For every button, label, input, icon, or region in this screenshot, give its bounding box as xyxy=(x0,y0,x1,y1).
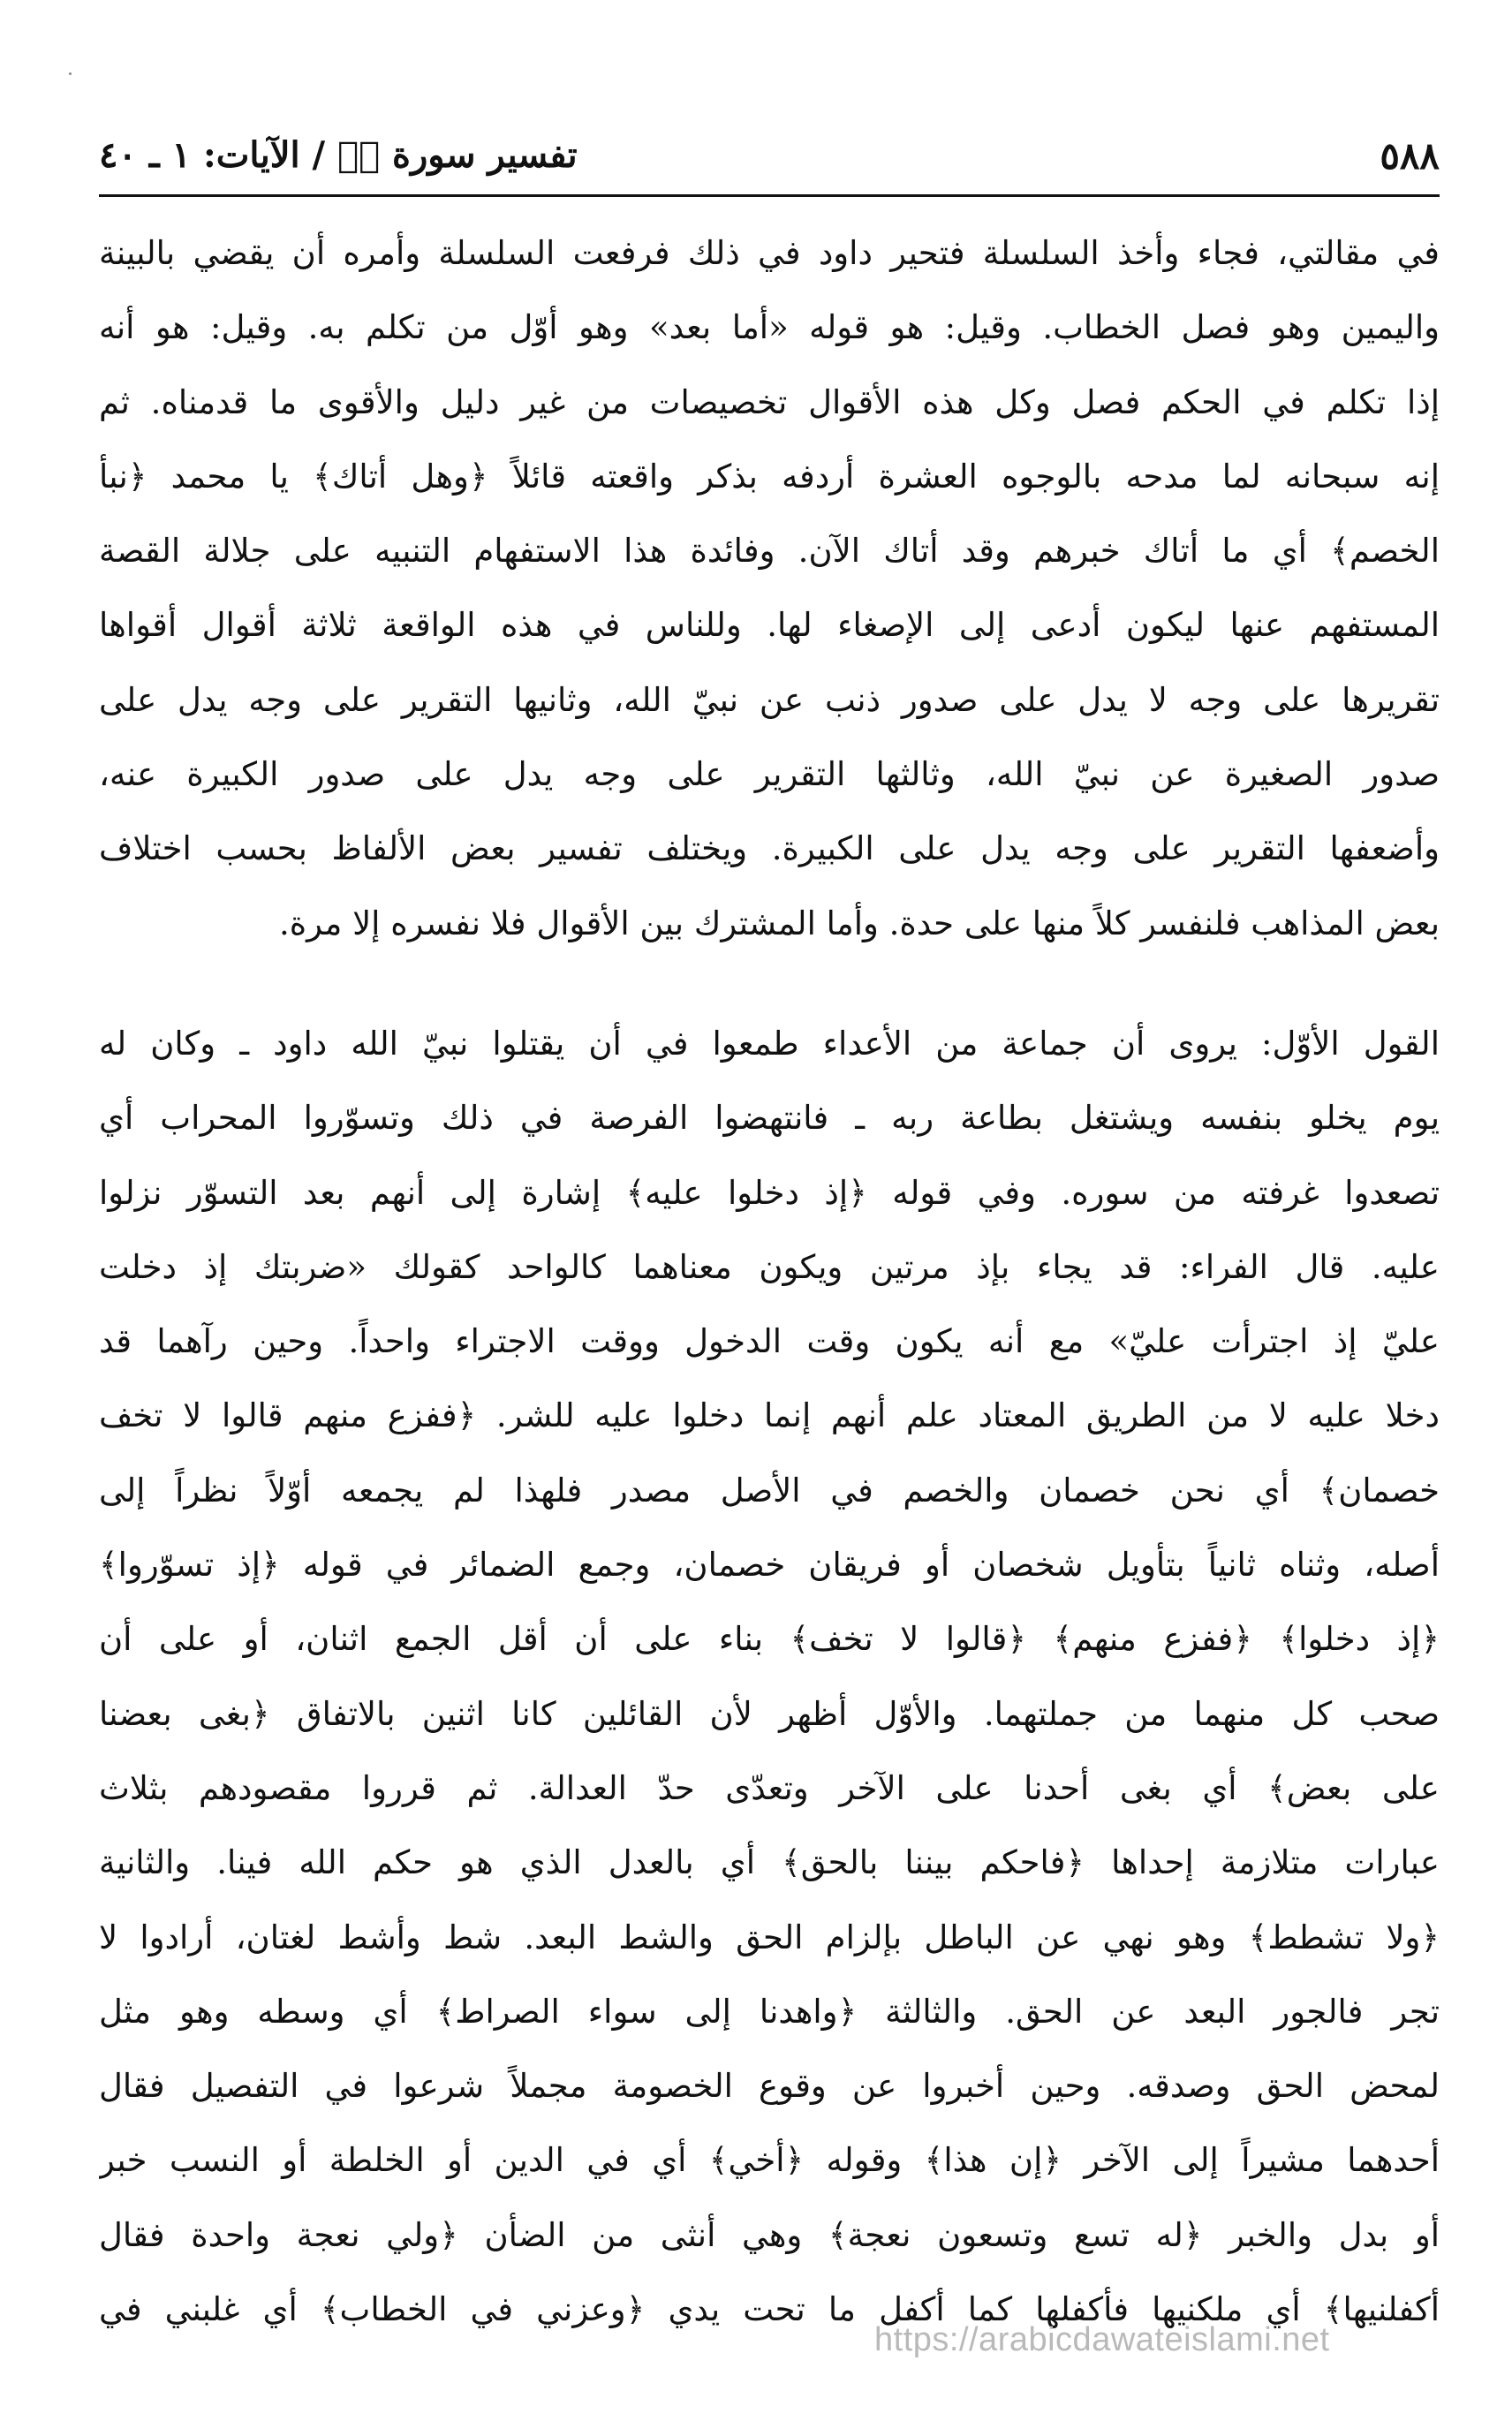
text-line: دخلا عليه لا من الطريق المعتاد علم أنهم إنما دخلوا عليه للشر. ﴿ففزع منهم قالوا لا تخف xyxy=(99,1396,1440,1435)
text-line: على بعض﴾ أي بغى أحدنا على الآخر وتعدّى حدّ العدالة. ثم قرروا مقصودهم بثلاث xyxy=(99,1768,1440,1807)
margin-dot xyxy=(69,72,72,75)
text-line: أصله، وثناه ثانياً بتأويل شخصان أو فريقان خصمان، وجمع الضمائر في قوله ﴿إذ تسوّروا﴾ xyxy=(99,1546,1440,1585)
text-line: أكفلنيها﴾ أي ملكنيها فأكفلها كما أكفل ما تحت يدي ﴿وعزني في الخطاب﴾ أي غلبني في xyxy=(99,2290,1440,2329)
watermark-url: https://arabicdawateislami.net xyxy=(874,2321,1330,2358)
text-line: بعض المذاهب فلنفسر كلاً منها على حدة. وأما المشترك بين الأقوال فلا نفسره إلا مرة. xyxy=(278,904,1440,942)
running-title: تفسير سورة صۤ / الآيات: ١ ـ ٤٠ xyxy=(99,134,578,176)
text-line: الخصم﴾ أي ما أتاك خبرهم وقد أتاك الآن. وفائدة هذا الاستفهام التنبيه على جلالة القصة xyxy=(99,532,1440,571)
text-line: تجر فالجور البعد عن الحق. والثالثة ﴿واهدنا إلى سواء الصراط﴾ أي وسطه وهو مثل xyxy=(99,1992,1440,2031)
text-line: عليّ إذ اجترأت عليّ» مع أنه يكون وقت الدخول ووقت الاجتراء واحداً. وحين رآهما قد xyxy=(99,1322,1440,1361)
text-line: خصمان﴾ أي نحن خصمان والخصم في الأصل مصدر فلهذا لم يجمعه أوّلاً نظراً إلى xyxy=(99,1471,1440,1510)
text-line: لمحض الحق وصدقه. وحين أخبروا عن وقوع الخصومة مجملاً شرعوا في التفصيل فقال xyxy=(99,2067,1440,2106)
text-line: صحب كل منهما من جملتهما. والأوّل أظهر لأن القائلين كانا اثنين بالاتفاق ﴿بغى بعضنا xyxy=(99,1694,1440,1733)
paragraph-2 xyxy=(99,1007,1440,2347)
text-line: إنه سبحانه لما مدحه بالوجوه العشرة أردفه بذكر واقعته قائلاً ﴿وهل أتاك﴾ يا محمد ﴿نبأ xyxy=(99,457,1440,496)
text-line: أحدهما مشيراً إلى الآخر ﴿إن هذا﴾ وقوله ﴿أخي﴾ أي في الدين أو الخلطة أو النسب خبر xyxy=(99,2141,1440,2180)
text-line: صدور الصغيرة عن نبيّ الله، وثالثها التقرير على وجه يدل على صدور الكبيرة عنه، xyxy=(99,755,1440,794)
text-line: وأضعفها التقرير على وجه يدل على الكبيرة. ويختلف تفسير بعض الألفاظ بحسب اختلاف xyxy=(99,829,1440,868)
body-text xyxy=(99,216,1440,2347)
text-line: المستفهم عنها ليكون أدعى إلى الإصغاء لها. وللناس في هذه الواقعة ثلاثة أقوال أقواها xyxy=(99,606,1440,645)
text-line: عليه. قال الفراء: قد يجاء بإذ مرتين ويكون معناهما كالواحد كقولك «ضربتك إذ دخلت xyxy=(99,1247,1440,1286)
text-line: عبارات متلازمة إحداها ﴿فاحكم بيننا بالحق﴾ أي بالعدل الذي هو حكم الله فينا. والثانية xyxy=(99,1843,1440,1882)
paragraph-1 xyxy=(99,216,1440,961)
text-line: ﴿إذ دخلوا﴾ ﴿ففزع منهم﴾ ﴿قالوا لا تخف﴾ بناء على أن أقل الجمع اثنان، أو على أن xyxy=(99,1620,1440,1659)
page-header xyxy=(99,124,1440,197)
text-line: أو بدل والخبر ﴿له تسع وتسعون نعجة﴾ وهي أنثى من الضأن ﴿ولي نعجة واحدة فقال xyxy=(99,2215,1440,2254)
paragraph-gap xyxy=(99,961,1440,1007)
text-line: يوم يخلو بنفسه ويشتغل بطاعة ربه ـ فانتهضوا الفرصة في ذلك وتسوّروا المحراب أي xyxy=(99,1099,1440,1138)
text-line: تقريرها على وجه لا يدل على صدور ذنب عن نبيّ الله، وثانيها التقرير على وجه يدل على xyxy=(99,680,1440,719)
text-line: واليمين وهو فصل الخطاب. وقيل: هو قوله «أما بعد» وهو أوّل من تكلم به. وقيل: هو أنه xyxy=(99,308,1440,347)
text-line: تصعدوا غرفته من سوره. وفي قوله ﴿إذ دخلوا عليه﴾ إشارة إلى أنهم بعد التسوّر نزلوا xyxy=(99,1173,1440,1212)
text-line: إذا تكلم في الحكم فصل وكل هذه الأقوال تخصيصات من غير دليل والأقوى ما قدمناه. ثم xyxy=(99,382,1440,421)
text-line: ﴿ولا تشطط﴾ وهو نهي عن الباطل بإلزام الحق والشط البعد. شط وأشط لغتان، أرادوا لا xyxy=(99,1918,1440,1956)
text-line: في مقالتي، فجاء وأخذ السلسلة فتحير داود في ذلك فرفعت السلسلة وأمره أن يقضي بالبينة xyxy=(99,234,1440,272)
text-line: القول الأوّل: يروى أن جماعة من الأعداء طمعوا في أن يقتلوا نبيّ الله داود ـ وكان له xyxy=(99,1024,1440,1063)
page-number: ٥٨٨ xyxy=(1380,134,1440,178)
